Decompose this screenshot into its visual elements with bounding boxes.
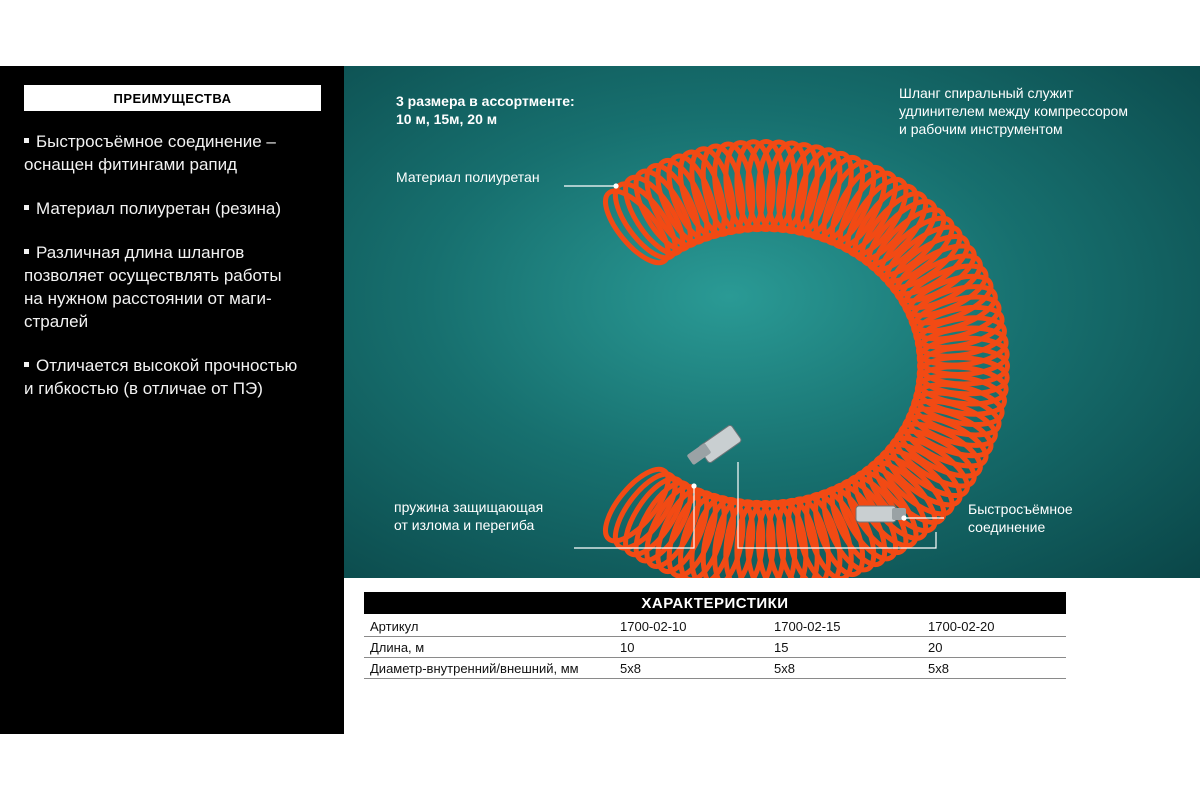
hose-coil-loop [789, 145, 848, 239]
material-label: Материал полиуретан [396, 169, 540, 185]
advantages-panel [0, 66, 344, 734]
specs-section [344, 578, 1200, 734]
quick-connect-label: Быстросъёмное соединение [968, 501, 1073, 535]
specs-table [364, 616, 1066, 679]
table-row: Длина, м 10 15 20 [364, 637, 1066, 658]
bullet-icon [24, 362, 29, 367]
bullet-icon [24, 249, 29, 254]
advantages-header: ПРЕИМУЩЕСТВА [24, 85, 321, 111]
purpose-label: Шланг спиральный служит удлинителем между компрессором и рабочим инструментом [899, 85, 1128, 137]
product-photo [344, 66, 1200, 578]
advantage-item: Различная длина шлангов позволяет осуществлять работы на нужном расстоянии от маги- стралей [24, 243, 282, 331]
left-fitting-icon [687, 424, 743, 465]
hose-coil [595, 141, 1008, 578]
advantage-item: Быстросъёмное соединение – оснащен фитингами рапид [24, 132, 276, 174]
table-row: Диаметр-внутренний/внешний, мм 5х8 5х8 5х8 [364, 658, 1066, 679]
advantage-item: Материал полиуретан (резина) [24, 197, 324, 220]
advantages-list [24, 130, 324, 421]
bullet-icon [24, 205, 29, 210]
right-fitting-icon [856, 506, 906, 522]
specs-title: ХАРАКТЕРИСТИКИ [364, 592, 1066, 614]
spring-label: пружина защищающая от излома и перегиба [394, 499, 544, 533]
advantage-item: Отличается высокой прочностью и гибкостью (в отличае от ПЭ) [24, 356, 298, 398]
bullet-icon [24, 138, 29, 143]
sizes-label: 3 размера в ассортменте: 10 м, 15м, 20 м [396, 93, 575, 127]
table-row: Артикул 1700-02-10 1700-02-15 1700-02-20 [364, 616, 1066, 637]
